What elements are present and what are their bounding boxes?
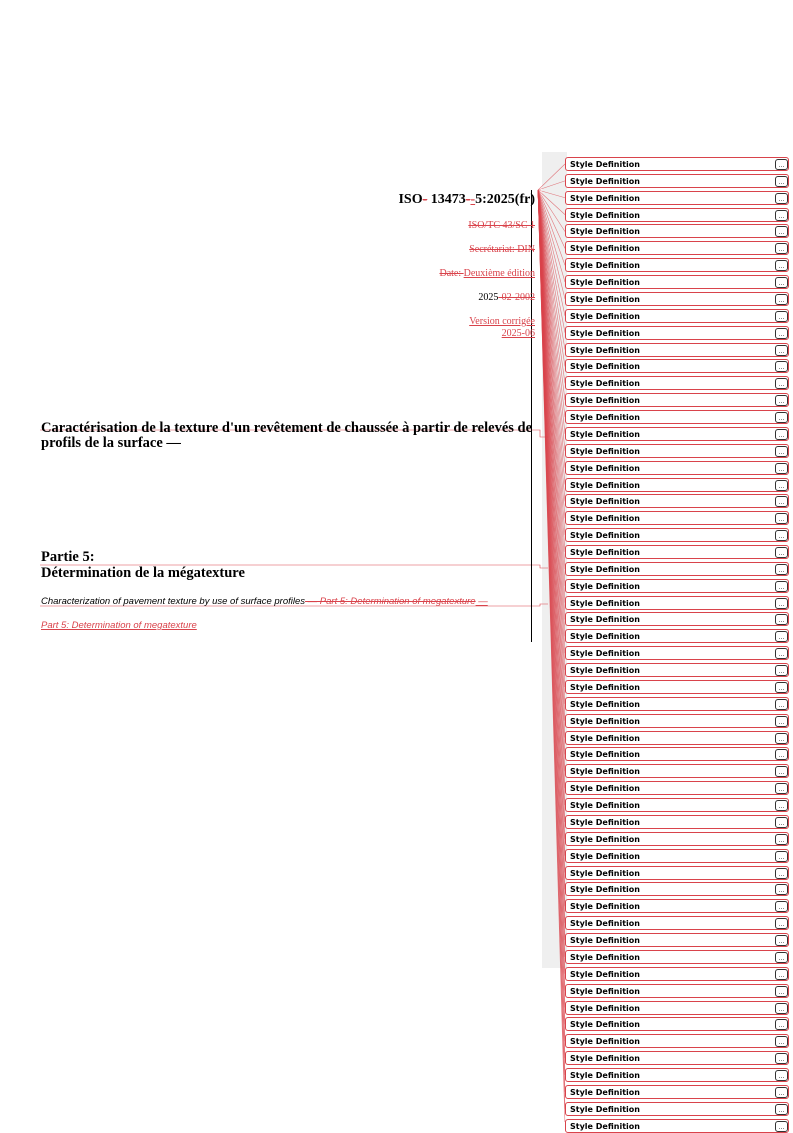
- balloon-more-button[interactable]: ...: [775, 952, 788, 963]
- style-definition-balloon[interactable]: [565, 646, 789, 660]
- balloon-label: Style Definition: [570, 531, 640, 541]
- balloon-more-button[interactable]: ...: [775, 159, 788, 170]
- style-definition-balloon[interactable]: [565, 714, 789, 728]
- balloon-more-button[interactable]: ...: [775, 210, 788, 221]
- style-definition-balloon[interactable]: [565, 984, 789, 998]
- balloon-more-button[interactable]: ...: [775, 598, 788, 609]
- balloon-label: Style Definition: [570, 497, 640, 507]
- balloon-label: Style Definition: [570, 193, 640, 203]
- style-definition-balloon[interactable]: [565, 478, 789, 492]
- balloon-more-button[interactable]: ...: [775, 1070, 788, 1081]
- balloon-more-button[interactable]: ...: [775, 311, 788, 322]
- edition-line: Date: Deuxième édition: [439, 268, 535, 279]
- style-definition-balloon[interactable]: [565, 680, 789, 694]
- balloon-label: Style Definition: [570, 261, 640, 271]
- balloon-more-button[interactable]: ...: [775, 243, 788, 254]
- balloon-more-button[interactable]: ...: [775, 496, 788, 507]
- balloon-more-button[interactable]: ...: [775, 1053, 788, 1064]
- style-definition-balloon[interactable]: [565, 444, 789, 458]
- style-definition-balloon[interactable]: [565, 933, 789, 947]
- balloon-label: Style Definition: [570, 1121, 640, 1131]
- style-definition-balloon[interactable]: [565, 343, 789, 357]
- balloon-label: Style Definition: [570, 952, 640, 962]
- balloon-connector: [538, 164, 565, 190]
- balloon-label: Style Definition: [570, 598, 640, 608]
- balloon-label: Style Definition: [570, 1070, 640, 1080]
- balloon-more-button[interactable]: ...: [775, 328, 788, 339]
- main-title: Caractérisation de la texture d'un revêtement de chaussée à partir de relevés de profils de la surface —: [41, 420, 533, 451]
- style-definition-balloon[interactable]: [565, 596, 789, 610]
- balloon-more-button[interactable]: ...: [775, 345, 788, 356]
- balloon-label: Style Definition: [570, 817, 640, 827]
- balloon-more-button[interactable]: ...: [775, 631, 788, 642]
- balloon-label: Style Definition: [570, 649, 640, 659]
- balloon-label: Style Definition: [570, 160, 640, 169]
- balloon-label: Style Definition: [570, 581, 640, 591]
- balloon-label: Style Definition: [570, 345, 640, 355]
- balloon-label: Style Definition: [570, 1003, 640, 1013]
- balloon-label: Style Definition: [570, 632, 640, 642]
- style-definition-balloon[interactable]: [565, 967, 789, 981]
- balloon-more-button[interactable]: ...: [775, 193, 788, 204]
- balloon-label: Style Definition: [570, 227, 640, 237]
- style-definition-balloon[interactable]: [565, 950, 789, 964]
- style-definition-balloon[interactable]: [565, 376, 789, 390]
- style-definition-balloon[interactable]: [565, 258, 789, 272]
- balloon-more-button[interactable]: ...: [775, 176, 788, 187]
- style-definition-balloon[interactable]: [565, 1085, 789, 1099]
- balloon-label: Style Definition: [570, 514, 640, 524]
- balloon-more-button[interactable]: ...: [775, 986, 788, 997]
- balloon-more-button[interactable]: ...: [775, 834, 788, 845]
- style-definition-balloon[interactable]: [565, 1001, 789, 1015]
- balloon-label: Style Definition: [570, 311, 640, 321]
- style-definition-balloon[interactable]: [565, 511, 789, 525]
- balloon-label: Style Definition: [570, 885, 640, 895]
- style-definition-balloon[interactable]: [565, 241, 789, 255]
- balloon-label: Style Definition: [570, 699, 640, 709]
- balloon-label: Style Definition: [570, 716, 640, 726]
- balloon-more-button[interactable]: ...: [775, 1104, 788, 1115]
- balloon-label: Style Definition: [570, 244, 640, 254]
- style-definition-balloon[interactable]: [565, 562, 789, 576]
- date-line: 2025-02-2002: [478, 292, 535, 303]
- document-identifier: ISO- 13473--5:2025(fr): [398, 192, 535, 207]
- balloon-more-button[interactable]: ...: [775, 766, 788, 777]
- balloon-label: Style Definition: [570, 682, 640, 692]
- part-label: Partie 5:: [41, 549, 95, 565]
- balloon-label: Style Definition: [570, 463, 640, 473]
- style-definition-balloon[interactable]: [565, 359, 789, 373]
- balloon-label: Style Definition: [570, 1104, 640, 1114]
- style-definition-balloon[interactable]: [565, 1034, 789, 1048]
- balloon-more-button[interactable]: ...: [775, 1121, 788, 1132]
- balloon-more-button[interactable]: ...: [775, 463, 788, 474]
- balloon-label: Style Definition: [570, 548, 640, 557]
- balloon-more-button[interactable]: ...: [775, 851, 788, 862]
- part-subtitle: Détermination de la mégatexture: [41, 565, 245, 581]
- balloon-label: Style Definition: [570, 1087, 640, 1097]
- style-definition-balloon[interactable]: [565, 309, 789, 323]
- balloon-more-button[interactable]: ...: [775, 226, 788, 237]
- balloon-label: Style Definition: [570, 1037, 640, 1047]
- balloon-label: Style Definition: [570, 902, 640, 912]
- balloon-label: Style Definition: [570, 446, 640, 456]
- style-definition-balloon[interactable]: [565, 157, 789, 171]
- balloon-more-button[interactable]: ...: [775, 446, 788, 457]
- balloon-label: Style Definition: [570, 868, 640, 878]
- balloon-more-button[interactable]: ...: [775, 868, 788, 879]
- balloon-label: Style Definition: [570, 936, 640, 946]
- style-definition-balloon[interactable]: [565, 427, 789, 441]
- balloon-label: Style Definition: [570, 278, 640, 288]
- balloon-label: Style Definition: [570, 210, 640, 220]
- style-definition-balloon[interactable]: [565, 1119, 789, 1133]
- balloon-more-button[interactable]: ...: [775, 395, 788, 406]
- balloon-label: Style Definition: [570, 784, 640, 794]
- committee-deleted: ISO/TC 43/SC 1: [468, 220, 535, 231]
- balloon-more-button[interactable]: ...: [775, 749, 788, 760]
- balloon-label: Style Definition: [570, 615, 640, 625]
- version-corrected: Version corrigée 2025-06: [469, 316, 535, 339]
- style-definition-balloon[interactable]: [565, 815, 789, 829]
- balloon-more-button[interactable]: ...: [775, 513, 788, 524]
- style-definition-balloon[interactable]: [565, 292, 789, 306]
- balloon-label: Style Definition: [570, 362, 640, 372]
- style-definition-balloon[interactable]: [565, 326, 789, 340]
- balloon-more-button[interactable]: ...: [775, 260, 788, 271]
- style-definition-balloon[interactable]: [565, 882, 789, 896]
- balloon-more-button[interactable]: ...: [775, 783, 788, 794]
- balloon-more-button[interactable]: ...: [775, 412, 788, 423]
- balloon-more-button[interactable]: ...: [775, 1036, 788, 1047]
- balloon-label: Style Definition: [570, 396, 640, 406]
- balloon-label: Style Definition: [570, 767, 640, 777]
- balloon-more-button[interactable]: ...: [775, 581, 788, 592]
- balloon-more-button[interactable]: ...: [775, 277, 788, 288]
- balloon-more-button[interactable]: ...: [775, 1003, 788, 1014]
- balloon-more-button[interactable]: ...: [775, 682, 788, 693]
- style-definition-balloon[interactable]: [565, 545, 789, 559]
- secretariat-deleted: Secrétariat: DIN: [469, 244, 535, 255]
- balloon-label: Style Definition: [570, 328, 640, 338]
- balloon-more-button[interactable]: ...: [775, 361, 788, 372]
- balloon-more-button[interactable]: ...: [775, 648, 788, 659]
- style-definition-balloon[interactable]: [565, 1102, 789, 1116]
- balloon-label: Style Definition: [570, 969, 640, 979]
- balloon-label: Style Definition: [570, 379, 640, 389]
- style-definition-balloon[interactable]: [565, 916, 789, 930]
- style-definition-balloon[interactable]: [565, 731, 789, 745]
- style-definition-balloon[interactable]: [565, 1017, 789, 1031]
- style-definition-balloon[interactable]: [565, 410, 789, 424]
- style-definition-balloon[interactable]: [565, 528, 789, 542]
- balloon-label: Style Definition: [570, 750, 640, 760]
- balloon-label: Style Definition: [570, 666, 640, 676]
- balloon-more-button[interactable]: ...: [775, 614, 788, 625]
- change-bar: [531, 190, 532, 642]
- balloon-label: Style Definition: [570, 429, 640, 439]
- style-definition-balloon[interactable]: [565, 275, 789, 289]
- balloon-more-button[interactable]: ...: [775, 935, 788, 946]
- balloon-more-button[interactable]: ...: [775, 480, 788, 491]
- balloon-label: Style Definition: [570, 851, 640, 861]
- style-definition-balloon[interactable]: [565, 1068, 789, 1082]
- balloon-more-button[interactable]: ...: [775, 378, 788, 389]
- style-definition-balloon[interactable]: [565, 191, 789, 205]
- balloon-more-button[interactable]: ...: [775, 800, 788, 811]
- balloon-more-button[interactable]: ...: [775, 1087, 788, 1098]
- balloon-more-button[interactable]: ...: [775, 969, 788, 980]
- style-definition-balloon[interactable]: [565, 697, 789, 711]
- style-definition-balloon[interactable]: [565, 781, 789, 795]
- balloon-more-button[interactable]: ...: [775, 733, 788, 744]
- style-definition-balloon[interactable]: [565, 208, 789, 222]
- style-definition-balloon[interactable]: [565, 764, 789, 778]
- balloon-more-button[interactable]: ...: [775, 665, 788, 676]
- balloon-more-button[interactable]: ...: [775, 884, 788, 895]
- balloon-more-button[interactable]: ...: [775, 547, 788, 558]
- style-definition-balloon[interactable]: [565, 849, 789, 863]
- style-definition-balloon[interactable]: [565, 866, 789, 880]
- style-definition-balloon[interactable]: [565, 629, 789, 643]
- balloon-label: Style Definition: [570, 1054, 640, 1064]
- balloon-label: Style Definition: [570, 733, 640, 743]
- balloon-more-button[interactable]: ...: [775, 901, 788, 912]
- balloon-more-button[interactable]: ...: [775, 699, 788, 710]
- balloon-more-button[interactable]: ...: [775, 817, 788, 828]
- balloon-more-button[interactable]: ...: [775, 918, 788, 929]
- balloon-label: Style Definition: [570, 1020, 640, 1030]
- style-definition-balloon[interactable]: [565, 663, 789, 677]
- balloon-label: Style Definition: [570, 413, 640, 423]
- balloon-more-button[interactable]: ...: [775, 716, 788, 727]
- balloon-label: Style Definition: [570, 176, 640, 186]
- style-definition-balloon[interactable]: [565, 798, 789, 812]
- balloon-more-button[interactable]: ...: [775, 294, 788, 305]
- balloon-more-button[interactable]: ...: [775, 564, 788, 575]
- balloon-label: Style Definition: [570, 480, 640, 490]
- style-definition-balloon[interactable]: [565, 612, 789, 626]
- style-definition-balloon[interactable]: [565, 494, 789, 508]
- balloon-more-button[interactable]: ...: [775, 1019, 788, 1030]
- style-definition-balloon[interactable]: [565, 461, 789, 475]
- balloon-label: Style Definition: [570, 564, 640, 574]
- style-definition-balloon[interactable]: [565, 747, 789, 761]
- style-definition-balloon[interactable]: [565, 1051, 789, 1065]
- english-part-inserted: Part 5: Determination of megatexture: [41, 620, 197, 631]
- style-definition-balloon[interactable]: [565, 174, 789, 188]
- balloon-more-button[interactable]: ...: [775, 429, 788, 440]
- balloon-label: Style Definition: [570, 834, 640, 844]
- balloon-connector: [538, 181, 565, 190]
- balloon-more-button[interactable]: ...: [775, 530, 788, 541]
- style-definition-balloon[interactable]: [565, 899, 789, 913]
- style-definition-balloon[interactable]: [565, 579, 789, 593]
- balloon-label: Style Definition: [570, 294, 640, 304]
- style-definition-balloon[interactable]: [565, 393, 789, 407]
- style-definition-balloon[interactable]: [565, 832, 789, 846]
- english-title: Characterization of pavement texture by use of surface profiles — Part 5: Determination of megatexture —: [41, 596, 488, 607]
- balloon-label: Style Definition: [570, 919, 640, 929]
- balloon-label: Style Definition: [570, 986, 640, 996]
- balloon-label: Style Definition: [570, 801, 640, 811]
- style-definition-balloon[interactable]: [565, 224, 789, 238]
